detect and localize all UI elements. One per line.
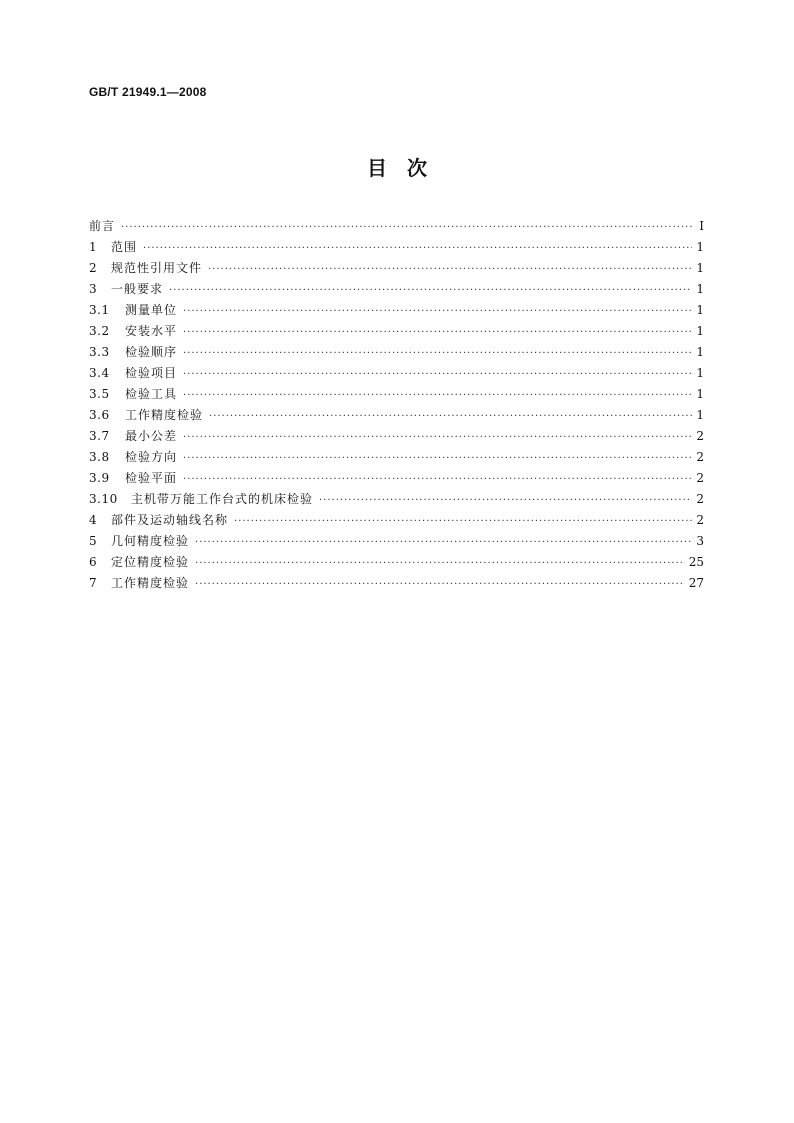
toc-dot-leader [195,553,685,574]
toc-entry-label: 工作精度检验 [125,408,204,422]
table-of-contents [89,216,704,594]
toc-dot-leader [183,427,692,448]
toc-entry-number: 3.9 [89,471,110,485]
toc-entry-page: 2 [696,429,704,443]
toc-dot-leader [183,385,692,406]
toc-entry-label: 主机带万能工作台式的机床检验 [131,492,314,506]
toc-dot-leader [183,343,692,364]
toc-entry-page: 2 [696,513,704,527]
toc-entry-label: 一般要求 [111,282,164,296]
toc-entry[interactable] [89,216,704,237]
toc-entry-number: 3.2 [89,324,110,338]
toc-entry-label: 几何精度检验 [111,534,190,548]
toc-entry-page: 1 [696,303,704,317]
toc-entry-label: 检验顺序 [125,345,178,359]
standard-code-header: GB/T 21949.1—2008 [89,85,207,99]
toc-entry-page: 1 [696,261,704,275]
toc-entry-number: 3.6 [89,408,110,422]
toc-dot-leader [183,469,692,490]
toc-dot-leader [195,532,692,553]
toc-entry[interactable] [89,321,704,342]
toc-dot-leader [183,448,692,469]
toc-entry-label: 检验方向 [125,450,178,464]
toc-entry-number: 3 [89,282,98,296]
toc-entry-number: 2 [89,261,98,275]
toc-entry-label: 规范性引用文件 [111,261,203,275]
toc-entry-page: 1 [696,387,704,401]
toc-entry-page: 25 [688,555,704,569]
toc-title: 目 次 [367,156,427,180]
toc-entry[interactable] [89,363,704,384]
toc-entry-number: 5 [89,534,98,548]
toc-dot-leader [234,511,692,532]
toc-entry-number: 6 [89,555,98,569]
toc-entry[interactable] [89,426,704,447]
toc-entry-number: 3.4 [89,366,110,380]
toc-dot-leader [319,490,692,511]
toc-dot-leader [169,280,692,301]
toc-entry-label: 定位精度检验 [111,555,190,569]
toc-entry-label: 测量单位 [125,303,178,317]
toc-entry-number: 3.3 [89,345,110,359]
toc-entry-label: 检验工具 [125,387,178,401]
toc-entry-label: 检验项目 [125,366,178,380]
toc-dot-leader [121,217,692,238]
toc-entry[interactable] [89,342,704,363]
toc-entry-page: 27 [688,576,704,590]
toc-entry[interactable] [89,531,704,552]
toc-dot-leader [183,364,692,385]
toc-entry[interactable] [89,258,704,279]
toc-entry-page: 1 [696,366,704,380]
toc-entry-number: 3.1 [89,303,110,317]
toc-entry-page: 2 [696,450,704,464]
toc-entry-label: 前言 [89,219,116,233]
toc-entry-number: 3.7 [89,429,110,443]
toc-entry[interactable] [89,384,704,405]
toc-entry[interactable] [89,468,704,489]
toc-entry[interactable] [89,279,704,300]
toc-dot-leader [183,322,692,343]
toc-entry-number: 3.8 [89,450,110,464]
toc-entry[interactable] [89,447,704,468]
toc-dot-leader [195,574,685,595]
toc-dot-leader [209,406,692,427]
toc-entry-number: 1 [89,240,98,254]
toc-dot-leader [208,259,692,280]
toc-entry-label: 检验平面 [125,471,178,485]
toc-entry-label: 安装水平 [125,324,178,338]
toc-entry-page: 1 [696,408,704,422]
toc-entry-number: 3.10 [89,492,118,506]
toc-entry-page: 2 [696,471,704,485]
toc-dot-leader [183,301,692,322]
toc-entry-label: 范围 [111,240,138,254]
toc-entry[interactable] [89,237,704,258]
toc-entry-page: 3 [696,534,704,548]
toc-entry-label: 部件及运动轴线名称 [111,513,229,527]
toc-entry-number: 7 [89,576,98,590]
toc-entry[interactable] [89,300,704,321]
toc-entry-page: 1 [696,324,704,338]
toc-entry-page: 1 [696,345,704,359]
toc-entry-page: Ⅰ [699,219,704,233]
toc-entry-page: 1 [696,240,704,254]
toc-entry-number: 3.5 [89,387,110,401]
toc-entry-page: 1 [696,282,704,296]
toc-entry[interactable] [89,489,704,510]
toc-dot-leader [143,238,692,259]
toc-entry[interactable] [89,552,704,573]
toc-entry[interactable] [89,573,704,594]
toc-entry-number: 4 [89,513,98,527]
toc-entry[interactable] [89,405,704,426]
toc-entry[interactable] [89,510,704,531]
toc-entry-label: 最小公差 [125,429,178,443]
toc-entry-label: 工作精度检验 [111,576,190,590]
toc-entry-page: 2 [696,492,704,506]
